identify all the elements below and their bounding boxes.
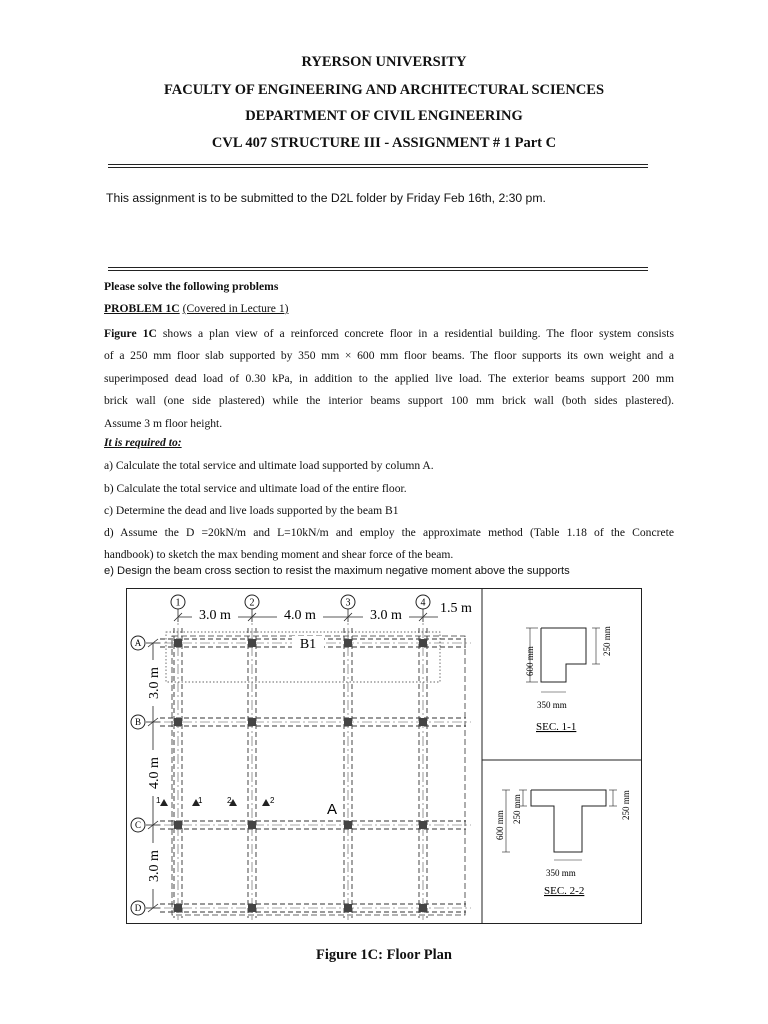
task-b: b) Calculate the total service and ultimate load of the entire floor. xyxy=(104,482,407,495)
figure-ref: Figure 1C xyxy=(104,327,157,340)
required-heading: It is required to: xyxy=(104,436,182,449)
sec22-slab-right: 250 mm xyxy=(621,790,631,820)
columns xyxy=(174,639,427,912)
faculty-title: FACULTY OF ENGINEERING AND ARCHITECTURAL SCIENCES xyxy=(163,82,605,98)
sec11-slab: 250 mm xyxy=(602,626,612,656)
section-1-1-labels xyxy=(525,626,612,733)
description-line: of a 250 mm floor slab supported by 350 mm × 600 mm floor beams. The floor supports its own weight and a xyxy=(104,349,674,363)
department-title: DEPARTMENT OF CIVIL ENGINEERING xyxy=(245,108,523,124)
grid-label: D xyxy=(134,903,142,913)
section-divider xyxy=(108,267,648,271)
sec22-title: SEC. 2-2 xyxy=(544,885,585,897)
task-a: a) Calculate the total service and ultimate load supported by column A. xyxy=(104,459,434,472)
section-marker-label: 1 xyxy=(156,796,161,805)
description-line: Assume 3 m floor height. xyxy=(104,416,223,430)
span-label: 4.0 m xyxy=(284,608,316,623)
course-title: CVL 407 STRUCTURE III - ASSIGNMENT # 1 Part C xyxy=(211,135,557,151)
task-d-cont: handbook) to sketch the max bending moment and shear force of the beam. xyxy=(104,548,454,561)
vertical-beams xyxy=(174,628,427,918)
description-line: brick wall (one side plastered) while the interior beams support 100 mm brick wall (both sides plastered). xyxy=(104,394,674,408)
problem-title: PROBLEM 1C xyxy=(104,302,180,315)
grid-label: C xyxy=(134,820,142,830)
submission-note: This assignment is to be submitted to the D2L folder by Friday Feb 16th, 2:30 pm. xyxy=(106,191,546,205)
task-d: d) Assume the D =20kN/m and L=10kN/m and employ the approximate method (Table 1.18 of the Concrete xyxy=(104,526,674,539)
floor-plan-figure xyxy=(126,588,642,924)
sec22-slab-left: 250 mm xyxy=(512,794,522,824)
sec11-depth: 600 mm xyxy=(525,646,535,676)
grid-label: 3 xyxy=(345,597,351,609)
row-grid-bubbles xyxy=(131,636,145,915)
figure-caption: Figure 1C: Floor Plan xyxy=(316,947,452,963)
task-c: c) Determine the dead and live loads supported by the beam B1 xyxy=(104,504,399,517)
grid-label: 1 xyxy=(175,597,181,609)
section-marker-label: 2 xyxy=(227,796,232,805)
grid-label: 4 xyxy=(420,597,426,609)
grid-label: 2 xyxy=(249,597,255,609)
span-label: 3.0 m xyxy=(147,850,162,882)
intro-text: Please solve the following problems xyxy=(104,280,279,293)
description-line: shows a plan view of a reinforced concrete floor in a residential building. The floor system consists xyxy=(156,327,674,340)
sec22-depth: 600 mm xyxy=(495,810,505,840)
section-marker-label: 2 xyxy=(270,796,275,805)
section-1-1 xyxy=(526,628,600,692)
span-labels-y xyxy=(145,660,162,889)
overhang-label: 1.5 m xyxy=(440,601,472,616)
header-divider xyxy=(108,164,648,168)
university-title: RYERSON UNIVERSITY xyxy=(301,54,467,70)
span-label: 4.0 m xyxy=(147,757,162,789)
section-marker-label: 1 xyxy=(198,796,203,805)
sec11-width: 350 mm xyxy=(537,700,567,710)
horizontal-beams xyxy=(160,639,466,912)
sec22-width: 350 mm xyxy=(546,868,576,878)
grid-label: B xyxy=(134,717,142,727)
column-a-label: A xyxy=(326,801,338,818)
problem-description xyxy=(104,323,674,435)
grid-label: A xyxy=(134,638,142,648)
beam-b1-label: B1 xyxy=(299,637,317,652)
span-label: 3.0 m xyxy=(370,608,402,623)
task-e: e) Design the beam cross section to resist the maximum negative moment above the supports xyxy=(104,565,570,577)
sec11-title: SEC. 1-1 xyxy=(536,721,577,733)
slab-outline xyxy=(172,636,465,915)
problem-heading xyxy=(104,302,289,315)
span-label: 3.0 m xyxy=(147,667,162,699)
description-line: superimposed dead load of 0.30 kPa, in addition to the applied live load. The exterior beams support 200 mm xyxy=(104,371,674,385)
span-label: 3.0 m xyxy=(199,608,231,623)
problem-note: (Covered in Lecture 1) xyxy=(182,302,289,315)
grid-centerlines xyxy=(146,610,471,920)
